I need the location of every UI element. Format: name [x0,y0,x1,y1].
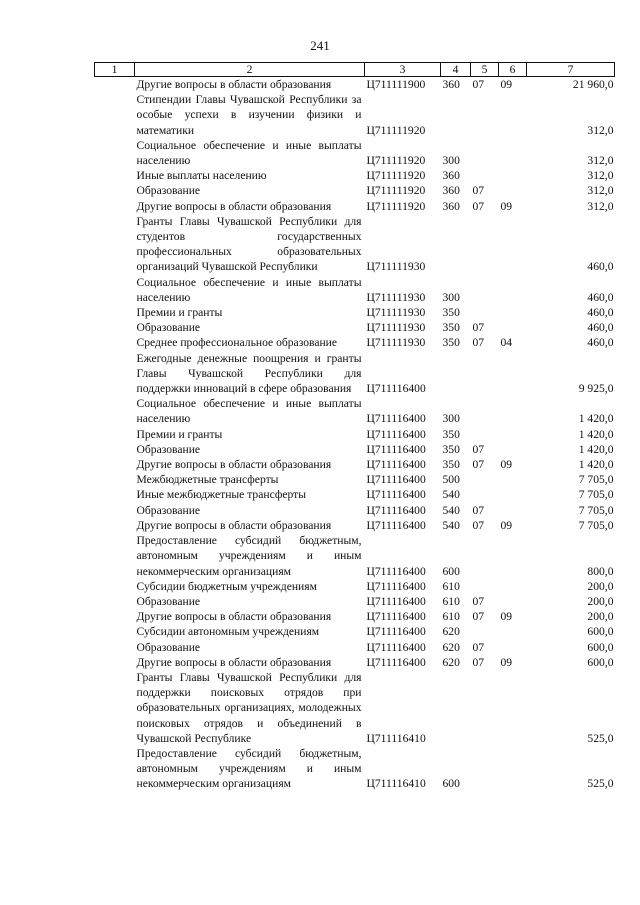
table-row [95,214,615,275]
target-article-code: Ц711116400 [366,488,426,502]
amount: 200,0 [587,579,614,593]
subsection-code [499,168,527,183]
target-article-code: Ц711116400 [366,412,426,426]
item-name: Образование [136,640,201,654]
row-index-cell [95,442,135,457]
expense-type-code: 500 [442,473,460,487]
subsection-code [499,670,527,746]
row-index-cell [95,168,135,183]
section-code [471,168,499,183]
subsection-code [499,624,527,639]
item-name: Межбюджетные трансферты [136,473,279,487]
expense-type-code: 300 [442,154,460,168]
subsection-code [499,442,527,457]
row-index-cell [95,275,135,305]
row-index-cell [95,609,135,624]
section-code: 07 [472,518,485,532]
item-name: Иные выплаты населению [136,169,267,183]
table-row [95,655,615,670]
expense-type-code: 350 [442,321,460,335]
target-article-code: Ц711116400 [366,579,426,593]
subsection-code: 09 [500,610,513,624]
expense-type-code: 350 [442,427,460,441]
amount: 460,0 [587,306,614,320]
expense-type-code: 300 [442,412,460,426]
section-code [471,214,499,275]
target-article-code: Ц711111920 [366,123,426,137]
row-index-cell [95,305,135,320]
item-name: Субсидии бюджетным учреждениям [136,579,317,593]
amount: 525,0 [587,731,614,745]
target-article-code: Ц711111920 [366,199,426,213]
expense-type-code [441,92,471,138]
item-name: Предоставление субсидий бюджетным, автономным учреждениям и иным некоммерческим организациям [136,534,362,578]
subsection-code [499,472,527,487]
amount: 1 420,0 [578,458,614,472]
section-code: 07 [472,594,485,608]
section-code [471,472,499,487]
table-row [95,427,615,442]
column-header: 2 [135,63,365,77]
target-article-code: Ц711116400 [366,518,426,532]
subsection-code: 04 [500,336,513,350]
item-name: Образование [136,442,201,456]
target-article-code: Ц711116400 [366,625,426,639]
row-index-cell [95,746,135,792]
item-name: Субсидии автономным учреждениям [136,625,320,639]
target-article-code: Ц711111920 [366,169,426,183]
item-name: Ежегодные денежные поощрения и гранты Главы Чувашской Республики для поддержки инноваций в сфере образования [136,351,362,396]
table-row [95,275,615,305]
expense-type-code: 540 [442,503,460,517]
target-article-code: Ц711111920 [366,184,426,198]
item-name: Среднее профессиональное образование [136,336,338,350]
amount: 7 705,0 [578,518,614,532]
section-code [471,351,499,397]
section-code: 07 [472,442,485,456]
item-name: Социальное обеспечение и иные выплаты населению [136,275,362,304]
table-row [95,77,615,93]
target-article-code: Ц711116410 [366,731,426,745]
table-row [95,199,615,214]
subsection-code [499,92,527,138]
row-index-cell [95,624,135,639]
row-index-cell [95,457,135,472]
amount: 600,0 [587,640,614,654]
section-code [471,746,499,792]
subsection-code [499,275,527,305]
expense-type-code: 300 [442,290,460,304]
amount: 460,0 [587,260,614,274]
row-index-cell [95,533,135,579]
row-index-cell [95,320,135,335]
expense-type-code: 360 [442,184,460,198]
subsection-code [499,579,527,594]
subsection-code [499,183,527,198]
section-code [471,305,499,320]
row-index-cell [95,396,135,426]
expense-type-code: 360 [442,78,460,91]
section-code: 07 [472,655,485,669]
row-index-cell [95,579,135,594]
expense-type-code: 600 [442,564,460,578]
expense-type-code: 600 [442,777,460,791]
expense-type-code: 360 [442,169,460,183]
column-header: 5 [471,63,499,77]
expense-type-code: 610 [442,594,460,608]
item-name: Образование [136,594,201,608]
amount: 312,0 [587,154,614,168]
section-code [471,579,499,594]
amount: 7 705,0 [578,503,614,517]
table-row [95,442,615,457]
amount: 1 420,0 [578,427,614,441]
table-row [95,168,615,183]
row-index-cell [95,92,135,138]
expense-type-code: 350 [442,442,460,456]
row-index-cell [95,487,135,502]
section-code [471,533,499,579]
amount: 200,0 [587,594,614,608]
table-row [95,183,615,198]
subsection-code [499,305,527,320]
amount: 9 925,0 [578,382,614,396]
expense-type-code: 360 [442,199,460,213]
item-name: Другие вопросы в области образования [136,610,332,624]
target-article-code: Ц711116400 [366,610,426,624]
row-index-cell [95,335,135,350]
table-row [95,503,615,518]
expense-type-code: 610 [442,579,460,593]
section-code [471,487,499,502]
item-name: Социальное обеспечение и иные выплаты населению [136,138,362,168]
section-code: 07 [472,199,485,213]
table-row [95,746,615,792]
target-article-code: Ц711116400 [366,594,426,608]
table-row [95,320,615,335]
target-article-code: Ц711116400 [366,473,426,487]
expense-type-code: 350 [442,458,460,472]
row-index-cell [95,214,135,275]
item-name: Другие вопросы в области образования [136,199,332,213]
target-article-code: Ц711111930 [366,260,426,274]
subsection-code [499,427,527,442]
amount: 600,0 [587,625,614,639]
target-article-code: Ц711111920 [366,154,426,168]
amount: 312,0 [587,184,614,198]
target-article-code: Ц711111930 [366,306,426,320]
item-name: Премии и гранты [136,306,223,320]
expense-type-code [441,351,471,397]
column-header: 6 [499,63,527,77]
table-row [95,640,615,655]
table-row [95,351,615,397]
row-index-cell [95,427,135,442]
table-row [95,579,615,594]
subsection-code [499,503,527,518]
section-code [471,670,499,746]
table-row [95,594,615,609]
amount: 1 420,0 [578,412,614,426]
amount: 21 960,0 [572,78,614,91]
section-code: 07 [472,321,485,335]
item-name: Другие вопросы в области образования [136,518,332,532]
amount: 460,0 [587,290,614,304]
table-row [95,624,615,639]
expense-type-code: 620 [442,625,460,639]
table-row [95,138,615,168]
expense-type-code: 610 [442,610,460,624]
target-article-code: Ц711111930 [366,321,426,335]
row-index-cell [95,670,135,746]
subsection-code [499,746,527,792]
amount: 7 705,0 [578,473,614,487]
target-article-code: Ц711111900 [366,78,426,91]
section-code: 07 [472,610,485,624]
item-name: Предоставление субсидий бюджетным, автономным учреждениям и иным некоммерческим организациям [136,746,362,791]
subsection-code [499,487,527,502]
table-row [95,670,615,746]
target-article-code: Ц711116400 [366,382,426,396]
subsection-code: 09 [500,655,513,669]
item-name: Стипендии Главы Чувашской Республики за особые успехи в изучении физики и математики [136,93,362,137]
subsection-code [499,594,527,609]
section-code: 07 [472,458,485,472]
item-name: Гранты Главы Чувашской Республики для поддержки поисковых отрядов при образовательных организациях, молодежных поисковых отрядов и объединений в Чувашской Республике [136,670,362,745]
subsection-code [499,138,527,168]
section-code [471,427,499,442]
section-code: 07 [472,78,485,91]
item-name: Другие вопросы в области образования [136,458,332,472]
column-header: 7 [527,63,615,77]
table-row [95,518,615,533]
item-name: Премии и гранты [136,427,223,441]
subsection-code [499,396,527,426]
section-code [471,275,499,305]
table-row [95,533,615,579]
expense-type-code [441,214,471,275]
target-article-code: Ц711111930 [366,290,426,304]
row-index-cell [95,199,135,214]
row-index-cell [95,503,135,518]
section-code [471,92,499,138]
budget-table [94,62,615,792]
amount: 312,0 [587,169,614,183]
amount: 800,0 [587,564,614,578]
subsection-code: 09 [500,518,513,532]
target-article-code: Ц711116400 [366,564,426,578]
expense-type-code [441,670,471,746]
target-article-code: Ц711116400 [366,458,426,472]
amount: 1 420,0 [578,442,614,456]
subsection-code [499,533,527,579]
section-code [471,396,499,426]
column-header: 1 [95,63,135,77]
section-code: 07 [472,184,485,198]
target-article-code: Ц711111930 [366,336,426,350]
subsection-code: 09 [500,199,513,213]
table-row [95,305,615,320]
row-index-cell [95,351,135,397]
section-code: 07 [472,503,485,517]
table-row [95,472,615,487]
amount: 200,0 [587,610,614,624]
row-index-cell [95,77,135,93]
row-index-cell [95,518,135,533]
amount: 7 705,0 [578,488,614,502]
column-header: 3 [365,63,441,77]
header-row [95,63,615,77]
target-article-code: Ц711116400 [366,427,426,441]
row-index-cell [95,183,135,198]
subsection-code: 09 [500,78,513,91]
section-code [471,624,499,639]
item-name: Образование [136,184,201,198]
section-code: 07 [472,640,485,654]
expense-type-code: 350 [442,306,460,320]
subsection-code: 09 [500,458,513,472]
target-article-code: Ц711116410 [366,777,426,791]
row-index-cell [95,655,135,670]
expense-type-code: 350 [442,336,460,350]
section-code: 07 [472,336,485,350]
target-article-code: Ц711116400 [366,442,426,456]
item-name: Гранты Главы Чувашской Республики для студентов государственных профессиональных образовательных организаций Чувашской Республики [136,214,362,274]
item-name: Образование [136,321,201,335]
expense-type-code: 540 [442,518,460,532]
subsection-code [499,640,527,655]
expense-type-code: 620 [442,640,460,654]
expense-type-code: 540 [442,488,460,502]
item-name: Другие вопросы в области образования [136,655,332,669]
row-index-cell [95,594,135,609]
amount: 312,0 [587,123,614,137]
row-index-cell [95,138,135,168]
expense-type-code: 620 [442,655,460,669]
amount: 525,0 [587,777,614,791]
item-name: Образование [136,503,201,517]
amount: 312,0 [587,199,614,213]
amount: 460,0 [587,336,614,350]
row-index-cell [95,640,135,655]
table-row [95,609,615,624]
table-row [95,335,615,350]
subsection-code [499,351,527,397]
target-article-code: Ц711116400 [366,503,426,517]
amount: 600,0 [587,655,614,669]
target-article-code: Ц711116400 [366,640,426,654]
item-name: Иные межбюджетные трансферты [136,488,307,502]
target-article-code: Ц711116400 [366,655,426,669]
subsection-code [499,320,527,335]
table-row [95,396,615,426]
amount: 460,0 [587,321,614,335]
table-row [95,92,615,138]
section-code [471,138,499,168]
table-row [95,457,615,472]
page-number: 241 [310,38,330,53]
table-row [95,487,615,502]
item-name: Социальное обеспечение и иные выплаты населению [136,397,362,426]
column-header: 4 [441,63,471,77]
row-index-cell [95,472,135,487]
subsection-code [499,214,527,275]
item-name: Другие вопросы в области образования [136,78,332,91]
